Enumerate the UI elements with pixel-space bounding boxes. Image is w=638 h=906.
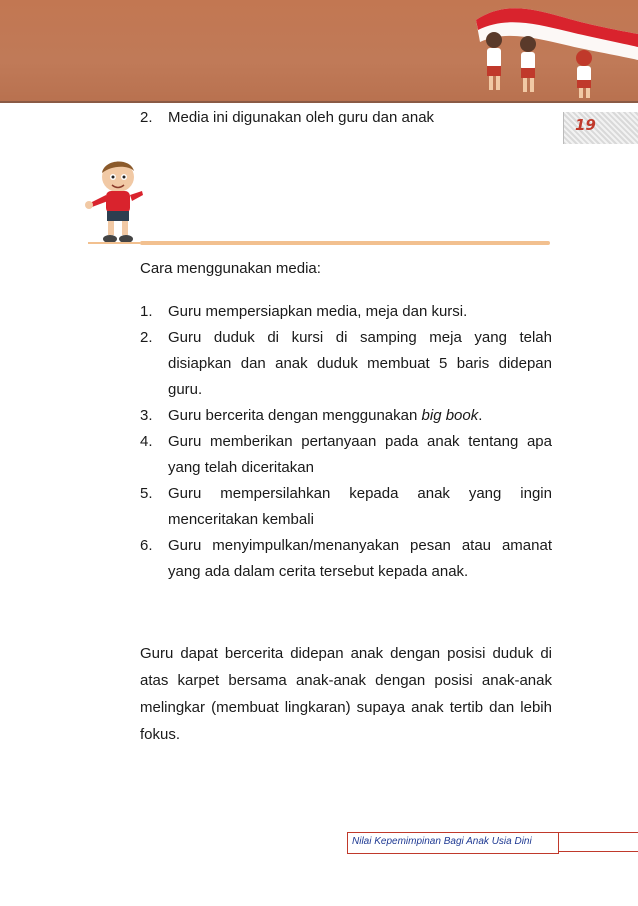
children-with-flag-illustration (466, 0, 638, 103)
body-paragraph: Guru dapat bercerita didepan anak dengan posisi duduk di atas karpet bersama anak-anak dengan posisi anak-anak melingkar (membuat lingkaran) supaya anak tertib dan lebih fokus. (140, 645, 552, 743)
step-text: Guru mempersiapkan media, meja dan kursi. (168, 303, 468, 320)
step-number: 2. (140, 329, 153, 346)
step-number: 6. (140, 537, 153, 554)
step-item (140, 481, 552, 533)
step-text: Guru menyimpulkan/menanyakan pesan atau amanat yang ada dalam cerita tersebut kepada anak. (168, 537, 552, 580)
step-item (140, 403, 552, 429)
steps-list (140, 299, 552, 585)
section-heading: Cara menggunakan media: (140, 260, 321, 277)
step-punctuation: . (478, 407, 483, 424)
step-item (140, 325, 552, 403)
step-item (140, 429, 552, 481)
step-item (140, 533, 552, 585)
step-number: 5. (140, 485, 153, 502)
footer-rule-right (558, 851, 638, 852)
list-item-number: 2. (140, 109, 153, 126)
step-emphasis: big book (421, 407, 479, 424)
step-item (140, 299, 552, 325)
step-text: Guru mempersilahkan kepada anak yang ingin menceritakan kembali (168, 485, 552, 528)
step-number: 3. (140, 407, 153, 424)
section-divider (140, 241, 550, 245)
step-text: Guru bercerita dengan menggunakan (168, 407, 422, 424)
running-boy-mascot (80, 155, 150, 245)
step-number: 4. (140, 433, 153, 450)
page-number: 19 (575, 116, 596, 134)
footer-book-title: Nilai Kepemimpinan Bagi Anak Usia Dini (352, 836, 532, 847)
list-item-text: Media ini digunakan oleh guru dan anak (168, 109, 435, 126)
step-text: Guru duduk di kursi di samping meja yang telah disiapkan dan anak duduk membuat 5 baris didepan guru. (168, 329, 552, 398)
step-number: 1. (140, 303, 153, 320)
divider-left (88, 242, 140, 244)
list-item (140, 109, 434, 126)
step-text: Guru memberikan pertanyaan pada anak tentang apa yang telah diceritakan (168, 433, 552, 476)
